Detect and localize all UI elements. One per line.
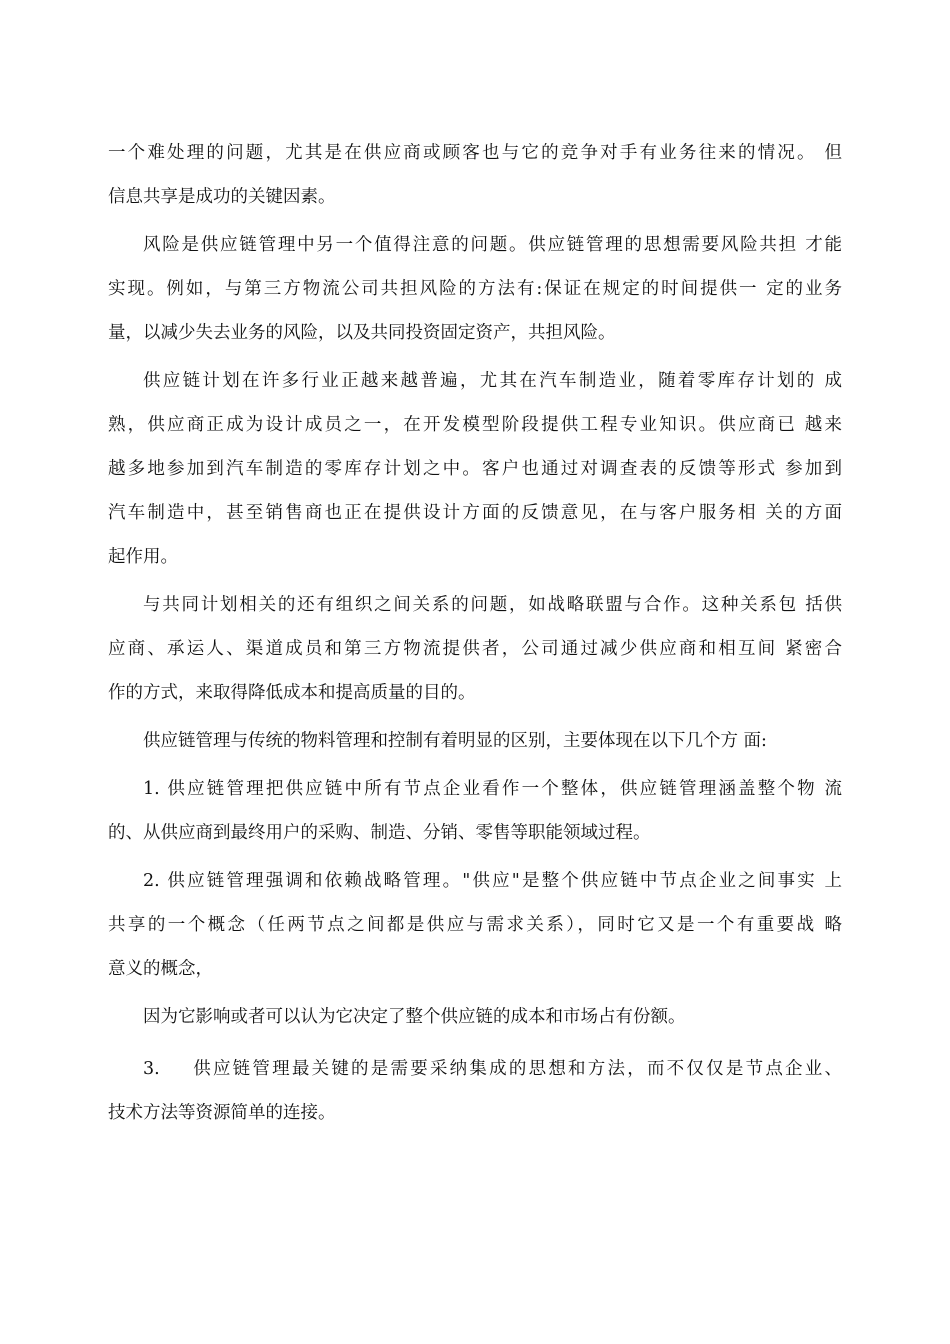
text-line: 一个难处理的问题，尤其是在供应商或顾客也与它的竞争对手有业务往来的情况。 但 (108, 143, 842, 163)
text-line: 起作用。 (108, 547, 178, 567)
paragraph-differences-intro (108, 719, 842, 763)
paragraph-info-sharing (108, 131, 842, 219)
list-item-3 (108, 1047, 842, 1135)
list-item-2 (108, 859, 842, 991)
text-line: 供应链管理与传统的物料管理和控制有着明显的区别，主要体现在以下几个方 面: (143, 731, 767, 751)
text-line: 供应链计划在许多行业正越来越普遍，尤其在汽车制造业，随着零库存计划的 成 (143, 371, 842, 391)
list-number: 3. (143, 1059, 160, 1079)
document-page (108, 131, 842, 1135)
list-item-1 (108, 767, 842, 855)
text-line: 信息共享是成功的关键因素。 (108, 187, 336, 207)
text-line: 1. 供应链管理把供应链中所有节点企业看作一个整体，供应链管理涵盖整个物 流 (143, 779, 842, 799)
text-line: 越多地参加到汽车制造的零库存计划之中。客户也通过对调查表的反馈等形式 参加到 (108, 459, 842, 479)
text-line: 量，以减少失去业务的风险，以及共同投资固定资产，共担风险。 (108, 323, 616, 343)
text-line: 意义的概念， (108, 959, 213, 979)
text-line: 实现。例如，与第三方物流公司共担风险的方法有:保证在规定的时间提供一 定的业务 (108, 279, 842, 299)
text-line: 汽车制造中，甚至销售商也正在提供设计方面的反馈意见，在与客户服务相 关的方面 (108, 503, 842, 523)
paragraph-cost-share (108, 995, 842, 1039)
text-line: 技术方法等资源简单的连接。 (108, 1103, 336, 1123)
paragraph-supply-chain-planning (108, 359, 842, 579)
text-line (108, 1047, 842, 1091)
text-line: 共享的一个概念（任两节点之间都是供应与需求关系），同时它又是一个有重要战 略 (108, 915, 842, 935)
paragraph-organizational-relations (108, 583, 842, 715)
text-line: 应商、承运人、渠道成员和第三方物流提供者，公司通过减少供应商和相互间 紧密合 (108, 639, 842, 659)
text-line: 因为它影响或者可以认为它决定了整个供应链的成本和市场占有份额。 (143, 1007, 686, 1027)
paragraph-risk (108, 223, 842, 355)
text-line: 2. 供应链管理强调和依赖战略管理。"供应"是整个供应链中节点企业之间事实 上 (143, 871, 842, 891)
text-line: 风险是供应链管理中另一个值得注意的问题。供应链管理的思想需要风险共担 才能 (143, 235, 842, 255)
list-item-text: 供应链管理最关键的是需要采纳集成的思想和方法，而不仅仅是节点企业、 (191, 1059, 842, 1079)
text-line: 作的方式，来取得降低成本和提高质量的目的。 (108, 683, 476, 703)
text-line: 的、从供应商到最终用户的采购、制造、分销、零售等职能领域过程。 (108, 823, 651, 843)
text-line: 与共同计划相关的还有组织之间关系的问题，如战略联盟与合作。这种关系包 括供 (143, 595, 842, 615)
text-line: 熟，供应商正成为设计成员之一，在开发模型阶段提供工程专业知识。供应商已 越来 (108, 415, 842, 435)
